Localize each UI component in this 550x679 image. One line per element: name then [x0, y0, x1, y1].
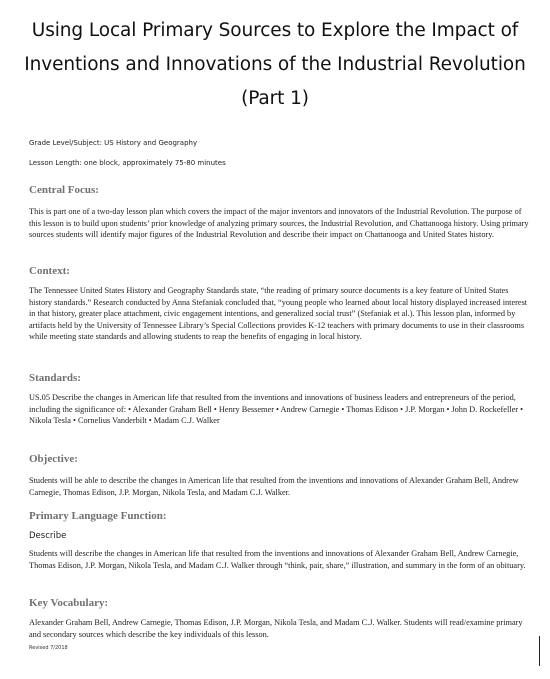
- language-function-heading: Primary Language Function:: [29, 510, 167, 522]
- objective-text: Students will be able to describe the changes in American life that resulted from the inventions and innovations of Alexander Graham Bell, Andrew Carnegie, Thomas Edison, J.P. Morgan, Nikola Tesla, and Madam C.J. Walker.: [29, 476, 519, 497]
- revised-date: Revised 7/2018: [29, 645, 68, 651]
- standards-heading: Standards:: [29, 372, 81, 384]
- context-text: The Tennessee United States History and Geography Standards state, “the reading of primary source documents is a key feature of United States history standards.” Research conducted by Anna Stefaniak concluded that, “young people who learned about local history displayed increased interest in that history, greater place attachment, civic engagement intentions, and generalized social trust” (Stefaniak et al.). This lesson plan, informed by artifacts held by the University of Tennessee Library’s Special Collections provides K-12 teachers with primary documents to use in their classrooms while meeting state standards and allowing students to reap the benefits of engaging in local history.: [29, 286, 528, 342]
- central-focus-text: This is part one of a two-day lesson plan which covers the impact of the major inventors and innovators of the Industrial Revolution. The purpose of this lesson is to build upon students’ prior knowledge of analyzing primary sources, the Industrial Revolution, and Chattanooga history. Using primary sources students will identify major figures of the Industrial Revolution and describe their impact on Chattanooga and United States history.: [29, 207, 529, 240]
- grade-level: Grade Level/Subject: US History and Geography: [29, 139, 198, 147]
- vocabulary-heading: Key Vocabulary:: [29, 597, 109, 609]
- central-focus-heading: Central Focus:: [29, 184, 99, 196]
- language-function-label: Describe: [29, 531, 67, 541]
- lesson-length: Lesson Length: one block, approximately 75-80 minutes: [29, 159, 226, 167]
- title-line-2: Inventions and Innovations of the Industrial Revolution: [24, 54, 526, 75]
- objective-heading: Objective:: [29, 453, 78, 465]
- language-function-text: Students will describe the changes in American life that resulted from the inventions and innovations of Alexander Graham Bell, Andrew Carnegie, Thomas Edison, J.P. Morgan, Nikola Tesla, and Madam C.J. Walker through “think, pair, share,” illustration, and summary in the form of an obituary.: [29, 549, 526, 570]
- page-edge-rule: [539, 636, 540, 666]
- page-title: [20, 14, 530, 116]
- title-line-3: (Part 1): [241, 88, 309, 109]
- context-heading: Context:: [29, 265, 70, 277]
- standards-text: US.05 Describe the changes in American life that resulted from the inventions and innovations of business leaders and entrepreneurs of the period, including the significance of: • Alexander Graham Bell • Henry Bessemer • Andrew Carnegie • Thomas Edison • J.P. Morgan • John D. Rockefeller • Nikola Tesla • Cornelius Vanderbilt • Madam C.J. Walker: [29, 393, 523, 426]
- title-line-1: Using Local Primary Sources to Explore the Impact of: [31, 20, 519, 41]
- vocabulary-text: Alexander Graham Bell, Andrew Carnegie, Thomas Edison, J.P. Morgan, Nikola Tesla, and Madam C.J. Walker. Students will read/examine primary and secondary sources which describe the key individuals of this lesson.: [29, 618, 523, 639]
